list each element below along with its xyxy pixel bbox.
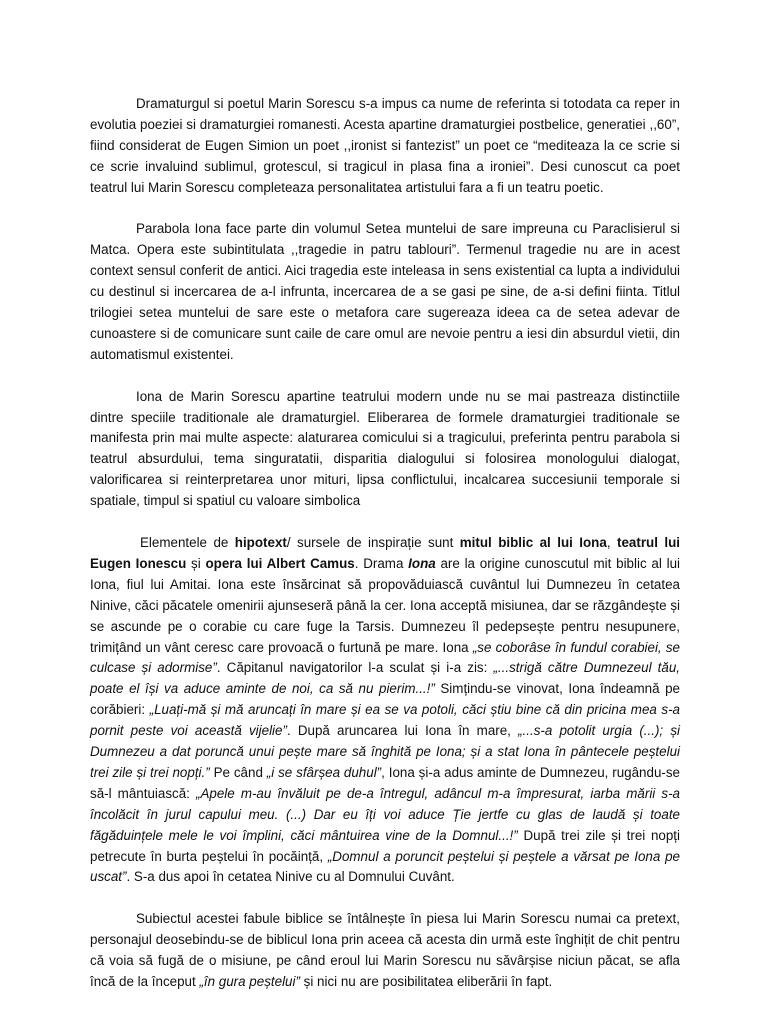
- text-span: / sursele de inspirație sunt: [286, 534, 460, 550]
- text-span: Subiectul acestei fabule biblice se întâlnește în piesa lui Marin Sorescu numai ca pretext, personajul deosebindu-se de biblicul Iona prin aceea că acesta din urmă este înghițit de chit pentru că voia să fugă de o misiune, pe când eroul lui Marin Sorescu nu săvârșise niciun păcat, se afla încă de la început: [90, 911, 680, 989]
- text-span: are la origine cunoscutul mit biblic al lui Iona, fiul lui Amitai. Iona este însărcinat să propovăduiască cuvântul lui Dumnezeu în cetatea Ninive, căci păcatele omenirii ajunseseră până la cer. Iona acceptă misiunea, dar se răzgândește și se ascunde pe o corabie cu care fuge la Tarsis. Dumnezeu îl pedepsește pentru nesupunere, trimițând un vânt ceresc care provoacă o furtună pe mare. Iona: [90, 555, 680, 655]
- italic-quote: „în gura peștelui”: [199, 974, 300, 989]
- italic-quote: „Apele m-au învăluit pe de-a întregul, adâncul m-a împresurat, iarba mării s-a încolăcit în jurul capului meu. (...) Dar eu îți voi aduce Ție jertfe cu glas de laudă și toate făgăduințele mele le voi împlini, căci mântuirea vine de la Domnul...!”: [90, 785, 680, 843]
- paragraph-parabola: Parabola Iona face parte din volumul Setea muntelui de sare impreuna cu Paraclisierul si Matca. Opera este subintitulata ,,tragedie in patru tablouri”. Termenul tragedie nu are in acest context sensul conferit de antici. Aici tragedia este inteleasa in sens existential ca lupta a individului cu destinul si incercarea de a-l infrunta, incercarea de a se gasi pe sine, de a-si defini fiinta. Titlul trilogiei setea muntelui de sare este o metafora care sugereaza ideea ca de setea adevar de cunoastere si de comunicare sunt caile de care omul are nevoie pentru a iesi din absurdul vietii, din automatismul existentei.: [90, 221, 680, 362]
- text-span: Pe când: [209, 764, 267, 780]
- italic-quote: „i se sfârșea duhul”: [266, 764, 382, 780]
- text-span: . S-a dus apoi în cetatea Ninive cu al Domnului Cuvânt.: [126, 869, 455, 885]
- bold-italic-title-iona: [408, 556, 436, 571]
- paragraph-subject: [90, 909, 680, 993]
- italic-quote: „Domnul a poruncit peștelui și peștele a vărsat pe Iona pe uscat”: [90, 848, 680, 885]
- text-span: și: [186, 555, 206, 571]
- bold-term-hipotext: hipotext: [234, 534, 287, 550]
- italic-quote: „Luați-mă și mă aruncați în mare și ea se va potoli, căci știu bine că din pricina mea s-a pornit peste voi această vijelie”: [90, 702, 680, 739]
- paragraph-intro: Dramaturgul si poetul Marin Sorescu s-a impus ca nume de referinta si totodata ca reper in evolutia poeziei si dramaturgiei romanesti. Acesta apartine dramaturgiei postbelice, generatiei ,,60”, fiind considerat de Eugen Simion un poet ,,ironist si fantezist” un poet ce “mediteaza la ce scrie si ce scrie invaluind sublimul, grotescul, si tragicul in plasa fina a ironiei”. Desi cunoscut ca poet teatrul lui Marin Sorescu completeaza personalitatea artistului fara a fi un teatru poetic.: [90, 96, 680, 195]
- italic-title: Iona: [408, 555, 436, 571]
- italic-quote: „se coborâse în fundul corabiei, se culcase și adormise”: [90, 639, 681, 676]
- text-span: și nici nu are posibilitatea eliberării în fapt.: [299, 974, 553, 989]
- text-span: După trei zile și trei nopți petrecute în burta peștelui în pocăință,: [90, 827, 681, 864]
- text-span: , Iona și-a adus aminte de Dumnezeu, rugându-se să-l mântuiască:: [90, 764, 681, 801]
- paragraph-hypotext: [90, 533, 680, 888]
- text-span: . După aruncarea lui Iona în mare,: [286, 723, 519, 739]
- text-span: Elementele de: [140, 534, 235, 550]
- text-span: ,: [606, 534, 617, 550]
- italic-quote: „...strigă către Dumnezeul tău, poate el își va aduce aminte de noi, ca să nu pierim...!”: [90, 660, 680, 697]
- text-span: Simțindu-se vinovat, Iona îndeamnă pe corăbieri:: [90, 681, 680, 718]
- italic-quote: „...s-a potolit urgia (...); și Dumnezeu a dat poruncă unui pește mare să înghită pe Iona; și a stat Iona în pântecele peștelui trei zile și trei nopți.”: [90, 723, 680, 780]
- text-span: . Drama: [354, 555, 409, 571]
- document-page: [90, 94, 680, 1014]
- text-span: . Căpitanul navigatorilor l-a sculat și i-a zis:: [216, 660, 494, 676]
- bold-term-camus: opera lui Albert Camus: [205, 555, 355, 571]
- bold-term-biblical-myth: mitul biblic al lui Iona: [459, 534, 607, 550]
- bold-term-ionescu: teatrul lui Eugen Ionescu: [90, 534, 680, 571]
- paragraph-modern-theatre: Iona de Marin Sorescu apartine teatrului modern unde nu se mai pastreaza distinctiile dintre speciile traditionale ale dramaturgiel. Eliberarea de formele dramaturgiei traditionale se manifesta prin mai multe aspecte: alaturarea comicului si a tragicului, preferinta pentru parabola si teatrul absurdului, tema singuratatii, disparitia dialogului si folosirea monologului dialogat, valorificarea si reinterpretarea unor mituri, lipsa conflictului, incalcarea succesiunii temporale si spatiale, timpul si spatiul cu valoare simbolica: [90, 388, 680, 509]
